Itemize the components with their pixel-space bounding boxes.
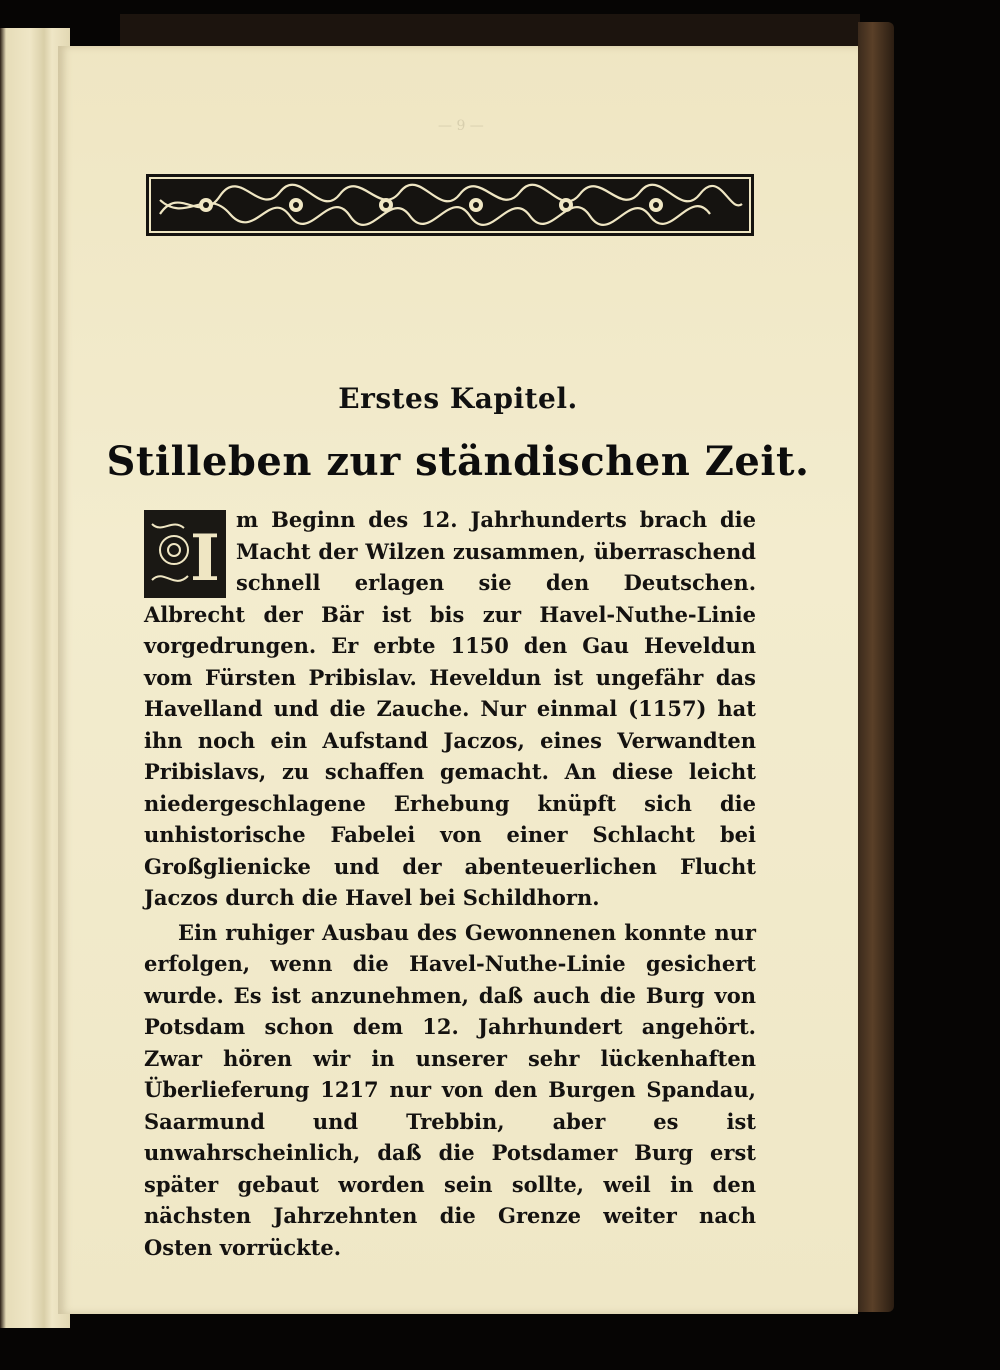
book-page [58, 46, 858, 1314]
initial-letter: I [190, 521, 220, 596]
paragraph-2: Ein ruhiger Ausbau des Gewonnenen konnte nur erfolgen, wenn die Havel-Nuthe-Linie gesichert wurde. Es ist anzunehmen, daß auch die Burg von Potsdam schon dem 12. Jahrhundert angehört. Zwar hören wir in unserer sehr lückenhaften Überlieferung 1217 nur von den Burgen Spandau, Saarmund und Trebbin, aber es ist unwahrscheinlich, daß die Potsdamer Burg erst später gebaut worden sein sollte, weil in den nächsten Jahrzehnten die Grenze weiter nach Osten vorrückte. [144, 919, 756, 1260]
page-number: — 9 — [438, 118, 484, 134]
chapter-title: Stilleben zur ständischen Zeit. [106, 438, 810, 485]
paragraph-1-text: m Beginn des 12. Jahrhunderts brach die Macht der Wilzen zusammen, überraschend schnell erlagen sie den Deutschen. Albrecht der Bär ist bis zur Havel-Nuthe-Linie vorgedrungen. Er erbte 1150 den Gau Heveldun vom Fürsten Pribislav. Heveldun ist ungefähr das Havelland und die Zauche. Nur einmal (1157) hat ihn noch ein Aufstand Jaczos, eines Verwandten Pribislavs, zu schaffen gemacht. An diese leicht niedergeschlagene Erhebung knüpft sich die unhistorische Fabelei von einer Schlacht bei Großglienicke und der abenteuerlichen Flucht Jaczos durch die Havel bei Schildhorn. [144, 507, 756, 910]
body-text [144, 504, 756, 1266]
book-cover-edge [858, 22, 894, 1312]
chapter-heading: Erstes Kapitel. [338, 382, 578, 415]
decorated-initial-icon [144, 510, 226, 598]
decorated-initial [144, 510, 226, 598]
ornamental-header-band-icon [146, 174, 754, 236]
paragraph-1 [144, 504, 756, 914]
